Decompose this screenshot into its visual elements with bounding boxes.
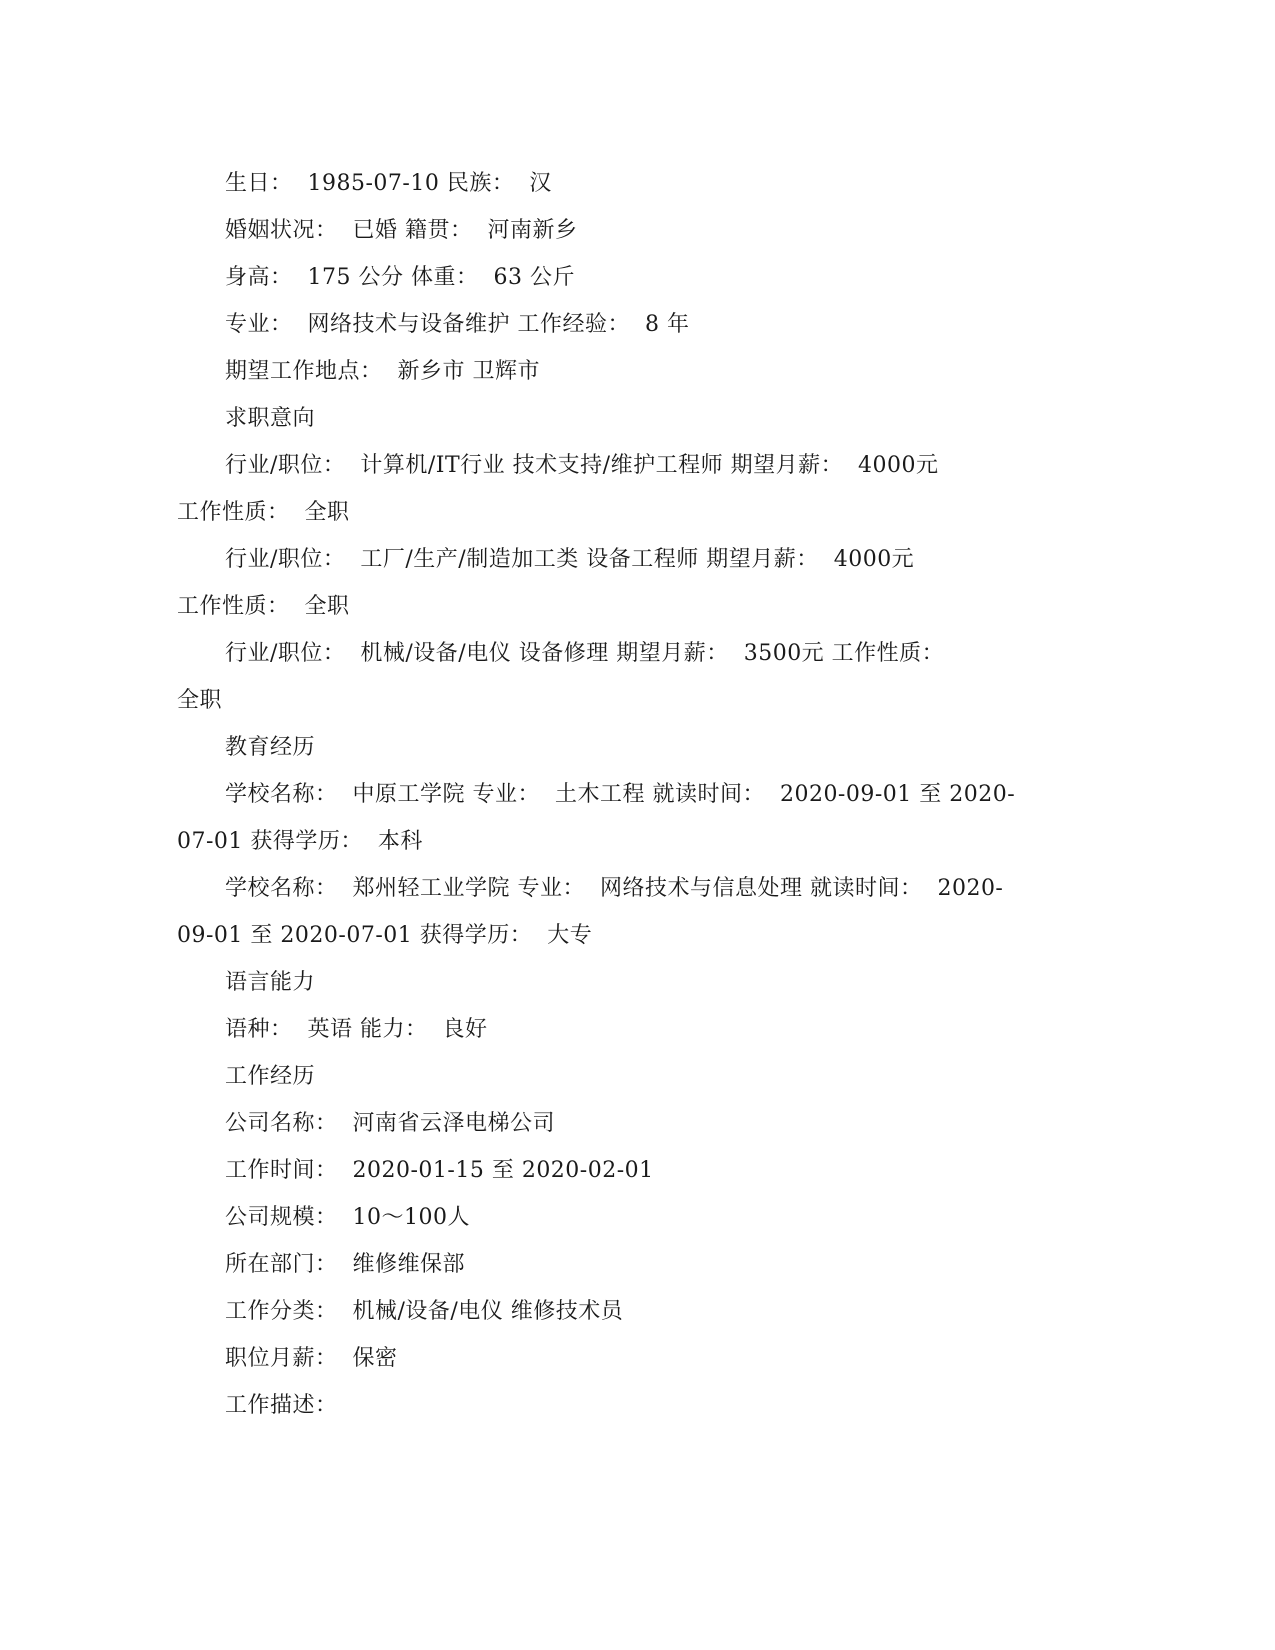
- job-intention-2-cont: 工作性质： 全职: [177, 594, 350, 619]
- work-period-line: 工作时间： 2020-01-15 至 2020-02-01: [225, 1158, 654, 1183]
- resume-content: [177, 160, 1057, 1429]
- section-heading-language: 语言能力: [225, 970, 316, 995]
- job-intention-1: 行业/职位： 计算机/IT行业 技术支持/维护工程师 期望月薪： 4000元: [225, 453, 939, 478]
- education-2-cont: 09-01 至 2020-07-01 获得学历： 大专: [177, 923, 593, 948]
- education-2: 学校名称： 郑州轻工业学院 专业： 网络技术与信息处理 就读时间： 2020-: [225, 876, 1004, 901]
- department-line: 所在部门： 维修维保部: [225, 1252, 465, 1277]
- company-name-line: 公司名称： 河南省云泽电梯公司: [225, 1111, 555, 1136]
- job-description-line: 工作描述：: [225, 1393, 338, 1418]
- job-intention-2: 行业/职位： 工厂/生产/制造加工类 设备工程师 期望月薪： 4000元: [225, 547, 915, 572]
- height-weight-line: 身高： 175 公分 体重： 63 公斤: [225, 265, 575, 290]
- birthday-line: 生日： 1985-07-10 民族： 汉: [225, 171, 552, 196]
- section-heading-work-experience: 工作经历: [225, 1064, 316, 1089]
- marital-status-line: 婚姻状况： 已婚 籍贯： 河南新乡: [225, 218, 578, 243]
- desired-location-line: 期望工作地点： 新乡市 卫辉市: [225, 359, 540, 384]
- company-size-line: 公司规模： 10～100人: [225, 1205, 470, 1230]
- job-intention-3: 行业/职位： 机械/设备/电仪 设备修理 期望月薪： 3500元 工作性质：: [225, 641, 945, 666]
- language-line: 语种： 英语 能力： 良好: [225, 1017, 488, 1042]
- education-1-cont: 07-01 获得学历： 本科: [177, 829, 423, 854]
- monthly-salary-line: 职位月薪： 保密: [225, 1346, 398, 1371]
- education-1: 学校名称： 中原工学院 专业： 土木工程 就读时间： 2020-09-01 至 2020-: [225, 782, 1016, 807]
- job-category-line: 工作分类： 机械/设备/电仪 维修技术员: [225, 1299, 624, 1324]
- major-experience-line: 专业： 网络技术与设备维护 工作经验： 8 年: [225, 312, 690, 337]
- section-heading-job-intention: 求职意向: [225, 406, 316, 431]
- section-heading-education: 教育经历: [225, 735, 316, 760]
- job-intention-1-cont: 工作性质： 全职: [177, 500, 350, 525]
- job-intention-3-cont: 全职: [177, 688, 223, 713]
